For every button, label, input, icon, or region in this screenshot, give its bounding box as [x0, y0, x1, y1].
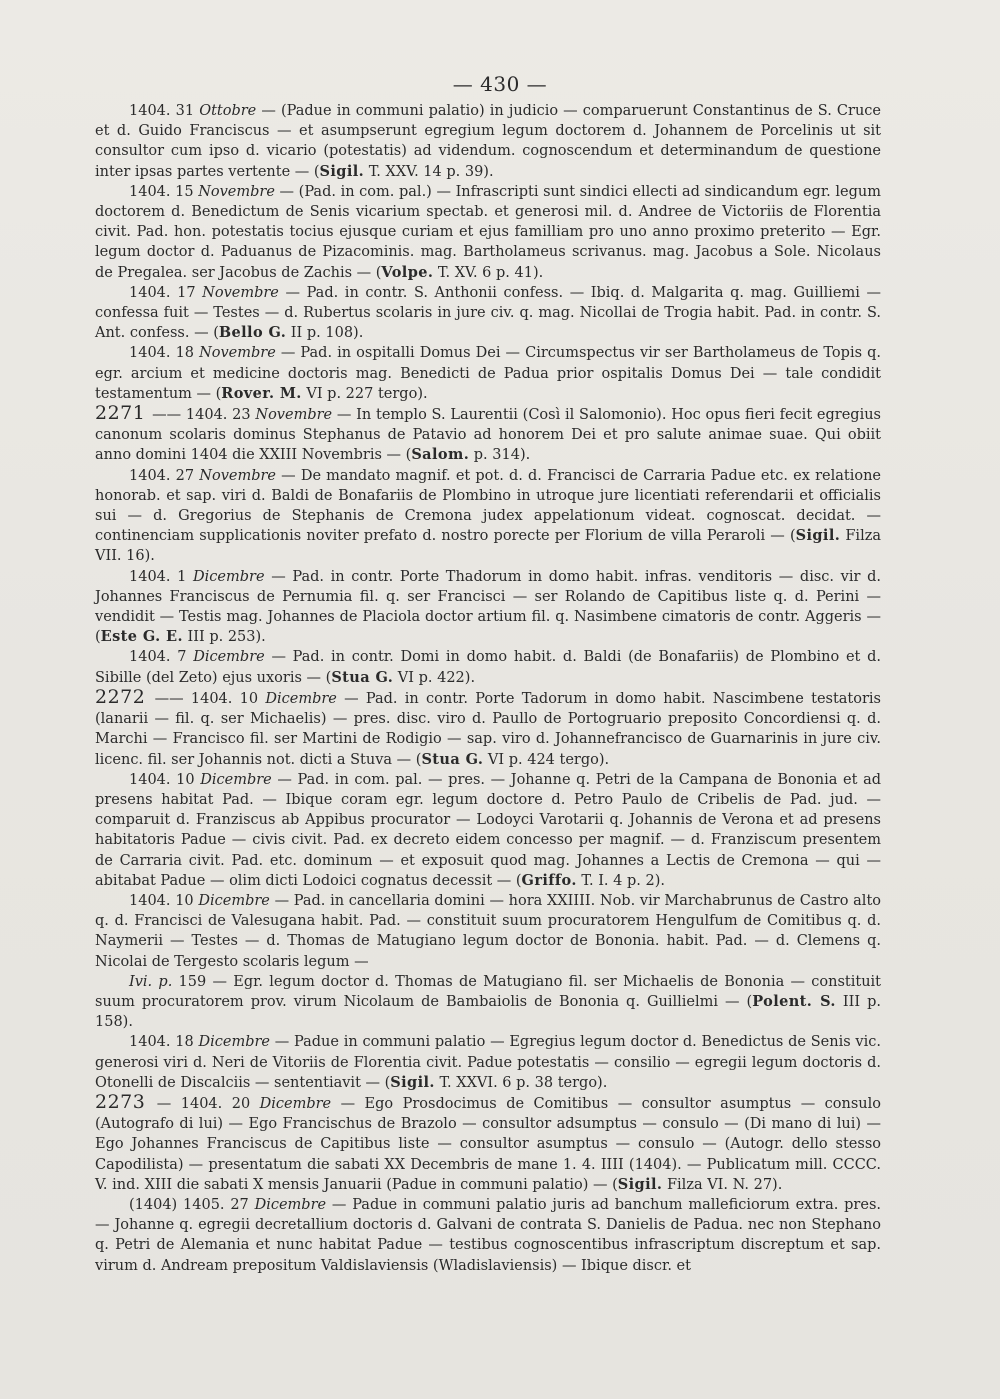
entry-text: — (Padue in communi palatio) in judicio — comparuerunt Constantinus de S. Cruce et d. Guido Franciscus — et asumpserunt egregium legum doctorem d. Johannem de Porcelinis ut sit consultor cum ipso d. vicario (potestatis) ad videndum. cognoscendum et determinandum de questione inter ipsas partes vertente — (: [95, 103, 881, 180]
entry-prefix: 1404. 17: [129, 284, 203, 301]
entry: [95, 182, 881, 283]
entry-text: — Pad. in com. pal. — pres. — Johanne q. Petri de la Campana de Bononia et ad presens habitat Pad. — Ibique coram egr. legum doctore d. Petro Paulo de Cribelis de Pad. jud. — comparuit d. Franziscus ab Appibus procurator — Lodoyci Varotarii q. Johannis de Verona et ad presens habitatoris Padue — civis civit. Pad. ex decreto eidem concesso per magnif. — d. Franziscum presentem de Carraria civit. Pad. etc. dominum — et exposuit quod mag. Johannes a Lectis de Cremona — qui — abitabat Padue — olim dicti Lodoici cognatus decessit — (: [95, 771, 881, 889]
entry: [95, 283, 881, 344]
entry: [95, 891, 881, 972]
entry-date: Dicembre: [254, 1196, 327, 1213]
document-body: [95, 101, 881, 1276]
entry-date: Ottobre: [199, 103, 257, 119]
entry: [95, 770, 881, 891]
entry-date: Dicembre: [259, 1095, 332, 1112]
entry-prefix: 1404. 31: [129, 103, 200, 119]
entry-citation: III p. 253).: [182, 629, 266, 646]
entry-source: Sigil.: [390, 1073, 435, 1091]
entry-number: 2271: [95, 402, 146, 425]
entry-prefix: — 1404. 20: [147, 1095, 260, 1112]
entry-text: — De mandato magnif. et pot. d. d. Francisci de Carraria Padue etc. ex relatione honorab. et sap. viri d. Baldi de Bonafariis de Plombino in utroque jure licentiati referendarii et officialis sui — d. Gregorius de Stephanis de Cremona judex appelationum videat. cognoscat. decidat. — continenciam supplicationis noviter prefato d. nostro porecte per Florium de villa Peraroli — (: [95, 467, 881, 545]
entry-text: — Ego Prosdocimus de Comitibus — consultor asumptus — consulo (Autografo di lui) — Ego Francischus de Brazolo — consultor adsumptus — consulo — (Di mano di lui) — Ego Johannes Franciscus de Capitibus liste — consultor asumptus — consulo — (Autogr. dello stesso Capodilista) — presentatum die sabati XX Decembris de mane 1. 4. IIII (1404). — Publicatum mill. CCCC. V. ind. XIII die sabati X mensis Januarii (Padue in communi palatio) — (: [95, 1095, 881, 1193]
page-number: — 430 —: [452, 72, 548, 96]
entry: [95, 1195, 881, 1276]
entry-citation: T. XV. 6 p. 41).: [433, 264, 544, 281]
entry-date: Dicembre: [193, 568, 265, 585]
entry-text: — Pad. in cancellaria domini — hora XXIIII. Nob. vir Marchabrunus de Castro alto q. d. Francisci de Valesugana habit. Pad. — constituit suum procuratorem Hengulfum de Comitibus q. d. Naymerii — Testes — d. Thomas de Matugiano legum doctor de Bononia. habit. Pad. — d. Clemens q. Nicolai de Tergesto scolaris legum —: [95, 892, 881, 970]
entry-text: — In templo S. Laurentii (Così il Salomonio). Hoc opus fieri fecit egregius canonum scolaris dominus Stephanus de Patavio ad honorem Dei et pro salute animae suae. Qui obiit anno domini 1404 die XXIII Novembris — (: [95, 407, 881, 464]
entry-text: 159 — Egr. legum doctor d. Thomas de Matugiano fil. ser Michaelis de Bononia — constituit suum procuratorem prov. virum Nicolaum de Bambaiolis de Bononia q. Guillielmi — (: [95, 973, 882, 1010]
entry-source: Bello G.: [218, 324, 287, 342]
entry-prefix: —— 1404. 23: [147, 407, 256, 424]
entry-citation: Filza VI. N. 27).: [662, 1176, 783, 1193]
entry-text: — Padue in communi palatio — Egregius legum doctor d. Benedictus de Senis vic. generosi viri d. Neri de Vitoriis de Florentia civit. Padue potestatis — consilio — egregii legum doctoris d. Otonelli de Discalciis — sententiavit — (: [95, 1034, 881, 1091]
entry-source: Polent. S.: [752, 992, 836, 1010]
entry-prefix: (1404) 1405. 27: [129, 1196, 255, 1213]
entry: [95, 1032, 881, 1093]
entry-prefix: 1404. 10: [129, 892, 199, 909]
entry: [95, 647, 881, 687]
entry-number: 2273: [95, 1090, 146, 1113]
entry-date: Novembre: [198, 183, 275, 200]
entry-number: 2272: [95, 685, 146, 708]
entry: [95, 404, 881, 466]
entry-citation: III p. 158).: [95, 993, 881, 1031]
entry-date: Dicembre: [265, 690, 337, 707]
entry-date: Dicembre: [193, 649, 265, 666]
entry-citation: p. 314).: [469, 447, 531, 464]
entry-date: Dicembre: [198, 892, 270, 909]
entry-source: Salom.: [411, 446, 470, 464]
entry-citation: VI p. 422).: [393, 669, 476, 686]
entry-text: — (Pad. in com. pal.) — Infrascripti sunt sindici ellecti ad sindicandum egr. legum doctorem d. Benedictum de Senis vicarium spectab. et generosi mil. d. Andree de Victoriis de Florentia civit. Pad. hon. potestatis tocius ejusque curiam et ejus familliam pro uno anno proximo preterito — Egr. legum doctor d. Paduanus de Pizacominis. mag. Bartholameus scrivanus. mag. Jacobus a Sole. Nicolaus de Pregalea. ser Jacobus de Zachis — (: [95, 183, 881, 281]
entry-citation: T. XXVI. 6 p. 38 tergo).: [434, 1074, 608, 1091]
entry-prefix: 1404. 27: [129, 467, 200, 484]
entry-source: Sigil.: [795, 527, 841, 545]
entry: [95, 685, 881, 770]
entry-citation: VI p. 227 tergo).: [301, 385, 428, 402]
entry: [95, 1090, 881, 1195]
entry-date: Novembre: [199, 467, 277, 484]
entry-citation: II p. 108).: [286, 325, 364, 342]
entry-citation: T. XXV. 14 p. 39).: [364, 163, 494, 180]
entry-citation: Filza VII. 16).: [95, 528, 881, 565]
entry-source: Stua G.: [331, 668, 394, 686]
entry-source: Sigil.: [617, 1175, 663, 1193]
entry-date: Novembre: [199, 345, 276, 362]
entry-source: Stua G.: [421, 750, 484, 768]
entry-prefix: 1404. 18: [129, 1034, 199, 1051]
entry-citation: T. I. 4 p. 2).: [576, 872, 665, 889]
entry-text: — Pad. in ospitalli Domus Dei — Circumspectus vir ser Bartholameus de Topis q. egr. arcium et medicine doctoris mag. Benedicti de Padua prior ospitalis Domus Dei — tale condidit testamentum — (: [95, 345, 881, 402]
entry-date: Dicembre: [200, 771, 272, 788]
entry-source: Sigil.: [319, 162, 365, 180]
entry-text: — Pad. in contr. S. Anthonii confess. — Ibiq. d. Malgarita q. mag. Guilliemi — confessa fuit — Testes — d. Rubertus scolaris in jure civ. q. mag. Nicollai de Trogia habit. Pad. in contr. S. Ant. confess. — (: [95, 284, 881, 342]
entry-source: Volpe.: [381, 263, 434, 281]
entry: [95, 343, 881, 404]
entry: [95, 466, 881, 567]
entry-text: — Pad. in contr. Porte Thadorum in domo habit. infras. venditoris — disc. vir d. Johannes Franciscus de Pernumia fil. q. ser Francisci — ser Rolando de Capitibus liste q. d. Perini — vendidit — Testis mag. Johannes de Placiola doctor artium fil. q. Nasimbene cimatoris de contr. Aggeris — (: [95, 568, 881, 646]
entry: [95, 972, 881, 1033]
entry-prefix: 1404. 7: [129, 649, 194, 666]
entry: [95, 567, 881, 648]
entry-prefix: 1404. 15: [129, 183, 199, 200]
entry-prefix: —— 1404. 10: [147, 690, 266, 707]
entry-date: Ivi. p.: [129, 973, 173, 990]
entry-text: — Padue in communi palatio juris ad banchum malleficiorum extra. pres. — Johanne q. egregii decretallium doctoris d. Galvani de contrata S. Danielis de Padua. nec non Stephano q. Petri de Alemania et nunc habitat Padue — testibus cognoscentibus infrascriptum discreptum et sap. virum d. Andream prepositum Valdislaviensis (Wladislaviensis) — Ibique discr. et: [95, 1196, 881, 1274]
entry-date: Novembre: [255, 407, 333, 424]
entry-citation: VI p. 424 tergo).: [483, 751, 610, 768]
entry-prefix: 1404. 10: [129, 771, 201, 788]
entry-source: Este G. E.: [100, 628, 183, 646]
entry-source: Rover. M.: [221, 384, 302, 402]
entry-prefix: 1404. 1: [129, 568, 194, 585]
entry-prefix: 1404. 18: [129, 345, 200, 362]
entry-date: Novembre: [202, 284, 279, 301]
entry-source: Griffo.: [521, 871, 577, 889]
entry: [95, 101, 881, 182]
entry-text: — Pad. in contr. Porte Tadorum in domo habit. Nascimbene testatoris (lanarii — fil. q. ser Michaelis) — pres. disc. viro d. Paullo de Portogruario preposito Concordiensi q. d. Marchi — Francisco fil. ser Martini de Rodigio — sap. viro d. Johannefrancisco de Guarnarinis in jure civ. licenc. fil. ser Johannis not. dicti a Stuva — (: [95, 690, 881, 768]
entry-date: Dicembre: [198, 1034, 270, 1051]
entry-text: — Pad. in contr. Domi in domo habit. d. Baldi (de Bonafariis) de Plombino et d. Sibille (del Zeto) ejus uxoris — (: [95, 649, 881, 686]
